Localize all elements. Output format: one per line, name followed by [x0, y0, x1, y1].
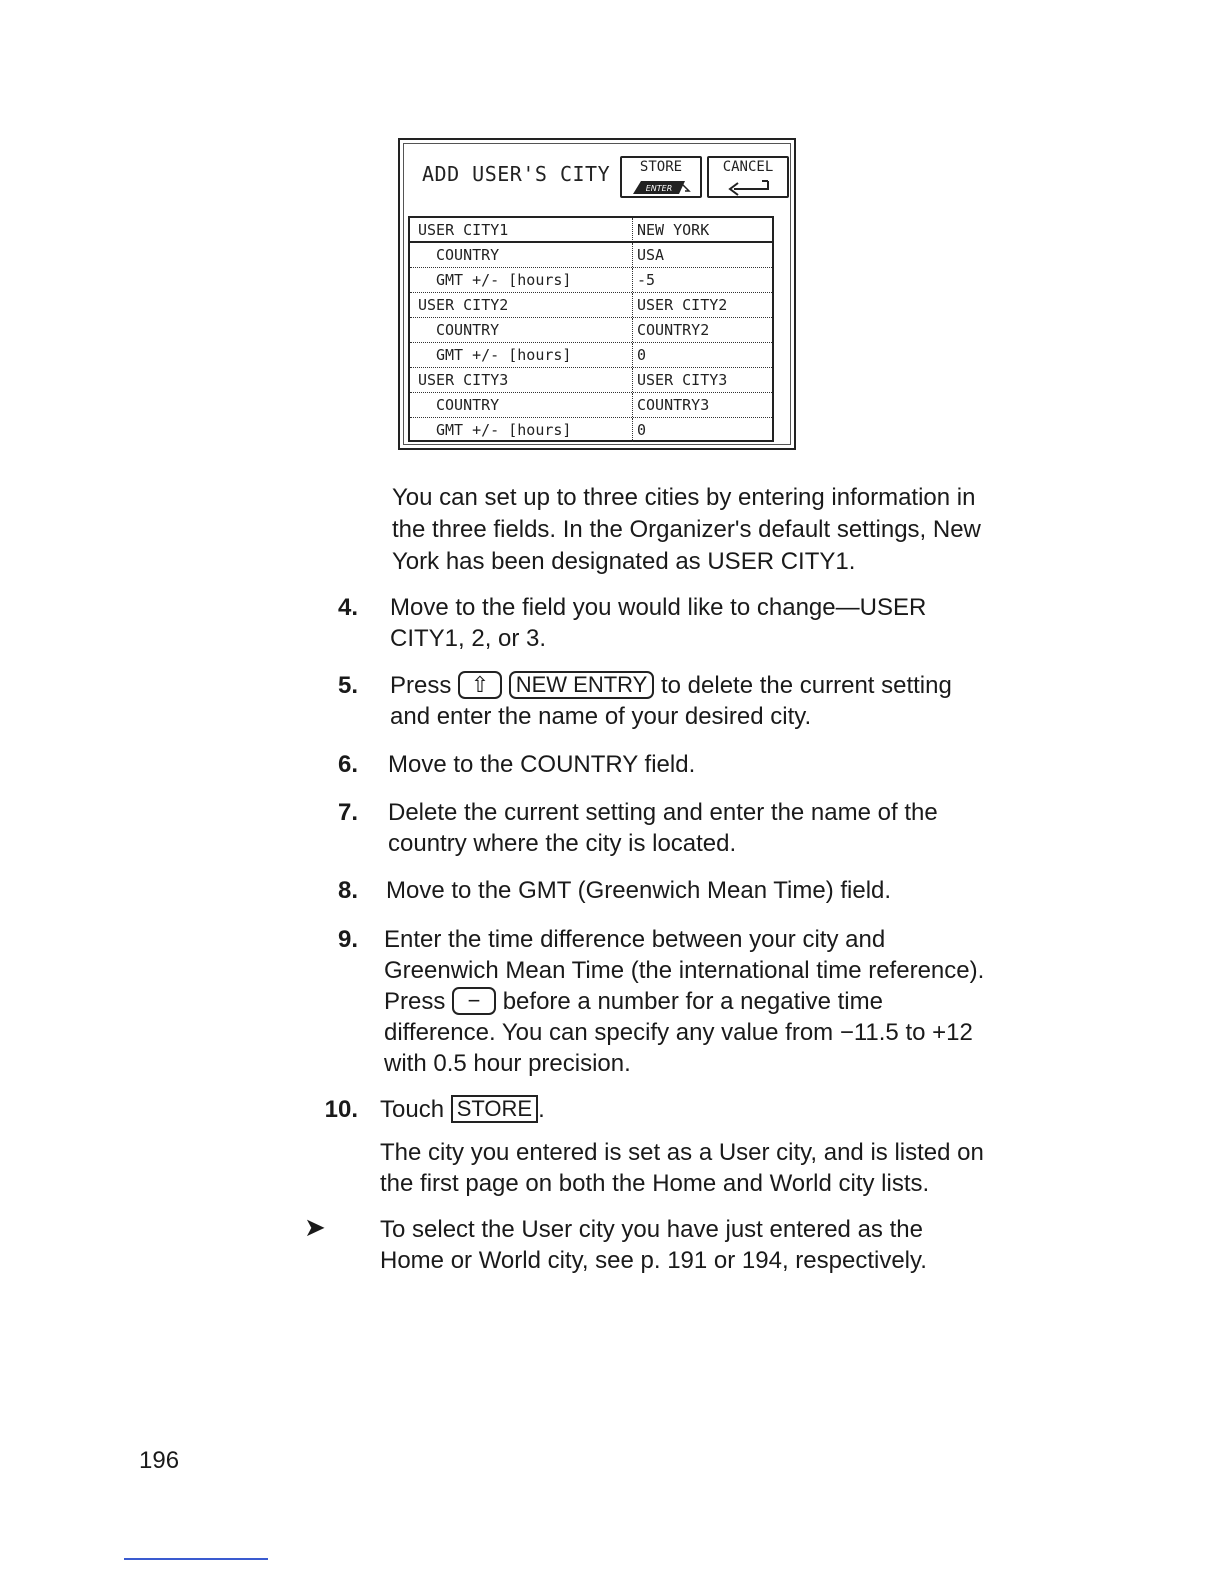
- step-number: 7.: [337, 799, 358, 826]
- intro-paragraph: [392, 482, 981, 578]
- table-row[interactable]: [410, 368, 772, 393]
- row-label: COUNTRY: [436, 321, 500, 339]
- row-label: USER CITY2: [418, 296, 509, 314]
- note-arrow-icon: ➤: [304, 1212, 326, 1242]
- lcd-screen-figure: [398, 138, 796, 450]
- table-row[interactable]: [410, 268, 772, 293]
- step-result-line: The city you entered is set as a User city, and is listed on: [380, 1139, 984, 1166]
- step-number: 10.: [324, 1096, 358, 1123]
- row-label: COUNTRY: [436, 396, 500, 414]
- table-row[interactable]: [410, 393, 772, 418]
- step-line: Enter the time difference between your city and: [384, 926, 886, 953]
- cancel-button[interactable]: [707, 156, 789, 198]
- step-line: Move to the COUNTRY field.: [388, 751, 696, 778]
- table-row[interactable]: [410, 318, 772, 343]
- step-line: and enter the name of your desired city.: [390, 703, 812, 730]
- return-arrow-icon: [718, 177, 778, 197]
- footer-rule: [124, 1558, 268, 1560]
- store-button-label: STORE: [639, 159, 683, 175]
- store-key: STORE: [451, 1095, 538, 1123]
- step-line: Move to the field you would like to change—USER: [390, 594, 927, 621]
- step-line: CITY1, 2, or 3.: [390, 625, 547, 652]
- row-value: 0: [632, 343, 768, 367]
- press-word: Press: [384, 988, 446, 1015]
- row-value: COUNTRY2: [632, 318, 768, 342]
- note-line: Home or World city, see p. 191 or 194, respectively.: [380, 1247, 927, 1274]
- screen-title: ADD USER'S CITY: [422, 162, 611, 186]
- step-result-line: the first page on both the Home and World city lists.: [380, 1170, 930, 1197]
- row-label: USER CITY1: [418, 221, 509, 239]
- row-value: COUNTRY3: [632, 393, 768, 417]
- note-line: To select the User city you have just entered as the: [380, 1216, 923, 1243]
- step-number: 9.: [337, 926, 358, 953]
- page-number: 196: [139, 1447, 180, 1474]
- row-value: 0: [632, 418, 768, 442]
- cancel-button-label: CANCEL: [722, 159, 774, 175]
- step-text: to delete the current setting: [660, 672, 952, 699]
- step-period: .: [538, 1096, 545, 1123]
- row-value: USA: [632, 243, 768, 267]
- note-paragraph: [380, 1214, 927, 1276]
- row-label: GMT +/- [hours]: [436, 421, 572, 439]
- touch-word: Touch: [380, 1096, 445, 1123]
- user-city-table: [408, 216, 774, 442]
- step-line: country where the city is located.: [388, 830, 737, 857]
- step-number: 6.: [337, 751, 358, 778]
- intro-line: the three fields. In the Organizer's default settings, New: [392, 516, 981, 543]
- step-line: with 0.5 hour precision.: [384, 1050, 631, 1077]
- step-number: 5.: [337, 672, 358, 699]
- minus-key-icon: −: [452, 987, 496, 1015]
- table-row[interactable]: [410, 343, 772, 368]
- row-value: USER CITY2: [632, 293, 768, 317]
- row-label: GMT +/- [hours]: [436, 346, 572, 364]
- row-label: GMT +/- [hours]: [436, 271, 572, 289]
- row-value: USER CITY3: [632, 368, 768, 392]
- table-row[interactable]: [410, 243, 772, 268]
- step-line: Greenwich Mean Time (the international time reference).: [384, 957, 985, 984]
- shift-key-icon: ⇧: [458, 671, 502, 699]
- step-line: difference. You can specify any value from −11.5 to +12: [384, 1019, 973, 1046]
- table-row[interactable]: [410, 293, 772, 318]
- press-word: Press: [390, 672, 452, 699]
- row-label: USER CITY3: [418, 371, 509, 389]
- step-number: 4.: [337, 594, 358, 621]
- row-value: NEW YORK: [632, 218, 768, 242]
- step-number: 8.: [337, 877, 358, 904]
- row-value: -5: [632, 268, 768, 292]
- enter-key-hint: ENTER: [645, 184, 673, 193]
- store-button[interactable]: [620, 156, 702, 198]
- step-line: Move to the GMT (Greenwich Mean Time) field.: [386, 877, 892, 904]
- row-label: COUNTRY: [436, 246, 500, 264]
- table-row[interactable]: [410, 218, 772, 243]
- intro-line: You can set up to three cities by entering information in: [392, 484, 976, 511]
- step-text: before a number for a negative time: [502, 988, 883, 1015]
- new-entry-key: NEW ENTRY: [509, 671, 655, 699]
- step-line: Delete the current setting and enter the name of the: [388, 799, 938, 826]
- table-row[interactable]: [410, 418, 772, 443]
- intro-line: York has been designated as USER CITY1.: [392, 548, 856, 575]
- enter-key-icon: [629, 177, 693, 197]
